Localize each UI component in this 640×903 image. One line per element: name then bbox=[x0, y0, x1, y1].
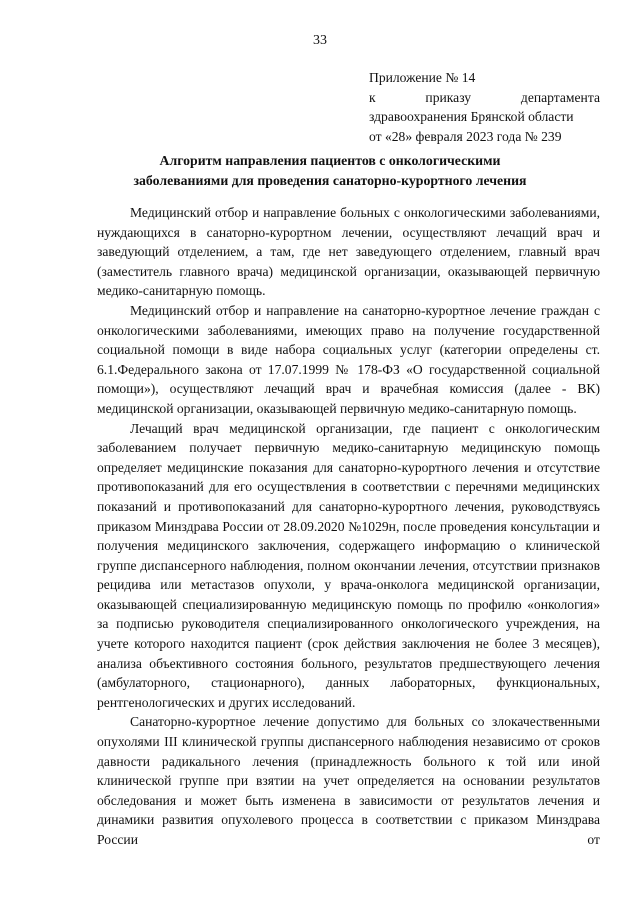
appendix-order-word: к bbox=[369, 89, 376, 105]
body-paragraph: Медицинский отбор и направление на санаторно-курортное лечение граждан с онкологическими заболеваниями, имеющих право на получение государственной социальной помощи в виде набора социальных услуг (категории определены ст. 6.1.Федерального закона от 17.07.1999 № 178-ФЗ «О государственной социальной помощи»), осуществляют лечащий врач и врачебная комиссия (далее - ВК) медицинской организации, оказывающей первичную медико-санитарную помощь. bbox=[97, 302, 600, 416]
appendix-order-word: департамента bbox=[520, 89, 600, 105]
document-title-line: Алгоритм направления пациентов с онкологическими bbox=[159, 153, 501, 168]
document-title-line: заболеваниями для проведения санаторно-курортного лечения bbox=[133, 172, 527, 188]
appendix-header bbox=[369, 68, 600, 146]
body-paragraph: Медицинский отбор и направление больных с онкологическими заболеваниями, нуждающихся в санаторно-курортном лечении, осуществляют лечащий врач и заведующий отделением, а там, где нет заведующего отделением, главный врач (заместитель главного врача) медицинской организации, оказывающей первичную медико-санитарную помощь. bbox=[97, 205, 600, 299]
body-paragraph: Санаторно-курортное лечение допустимо для больных со злокачественными опухолями III клинической группы диспансерного наблюдения независимо от сроков давности радикального лечения (принадлежность больного к той или иной клинической группе при взятии на учет определяется на основании результатов обследования и может быть изменена в зависимости от результатов лечения и динамики развития опухолевого процесса в соответствии с приказом Минздрава России от bbox=[97, 714, 600, 847]
appendix-department: здравоохранения Брянской области bbox=[369, 109, 574, 124]
appendix-date: от «28» февраля 2023 года № 239 bbox=[369, 128, 562, 144]
body-paragraph: Лечащий врач медицинской организации, где пациент с онкологическим заболеванием получает первичную медико-санитарную медицинскую помощь определяет медицинские показания для санаторно-курортного лечения и отсутствие противопоказаний для его осуществления в соответствии с перечнями медицинских показаний и противопоказаний для санаторно-курортного лечения, руководствуясь приказом Минздрава России от 28.09.2020 №1029н, после проведения консультации и получения медицинского заключения, содержащего информацию о клинической группе диспансерного наблюдения, полном окончании лечения, отсутствии признаков рецидива или метастазов опухоли, у врача-онколога медицинской организации, оказывающей специализированную медицинскую помощь по профилю «онкология» за подписью руководителя специализированного онкологического учреждения, на учете которого находится пациент (срок действия заключения не более 3 месяцев), анализа объективного состояния больного, результатов предшествующего лечения (амбулаторного, стационарного), данных лабораторных, функциональных, рентгенологических и других исследований. bbox=[97, 420, 600, 710]
appendix-order-line bbox=[369, 88, 600, 108]
page-number: 33 bbox=[313, 33, 327, 48]
appendix-title: Приложение № 14 bbox=[369, 70, 476, 85]
document-body bbox=[97, 203, 600, 850]
document-title bbox=[60, 151, 600, 190]
appendix-order-word: приказу bbox=[425, 89, 472, 105]
